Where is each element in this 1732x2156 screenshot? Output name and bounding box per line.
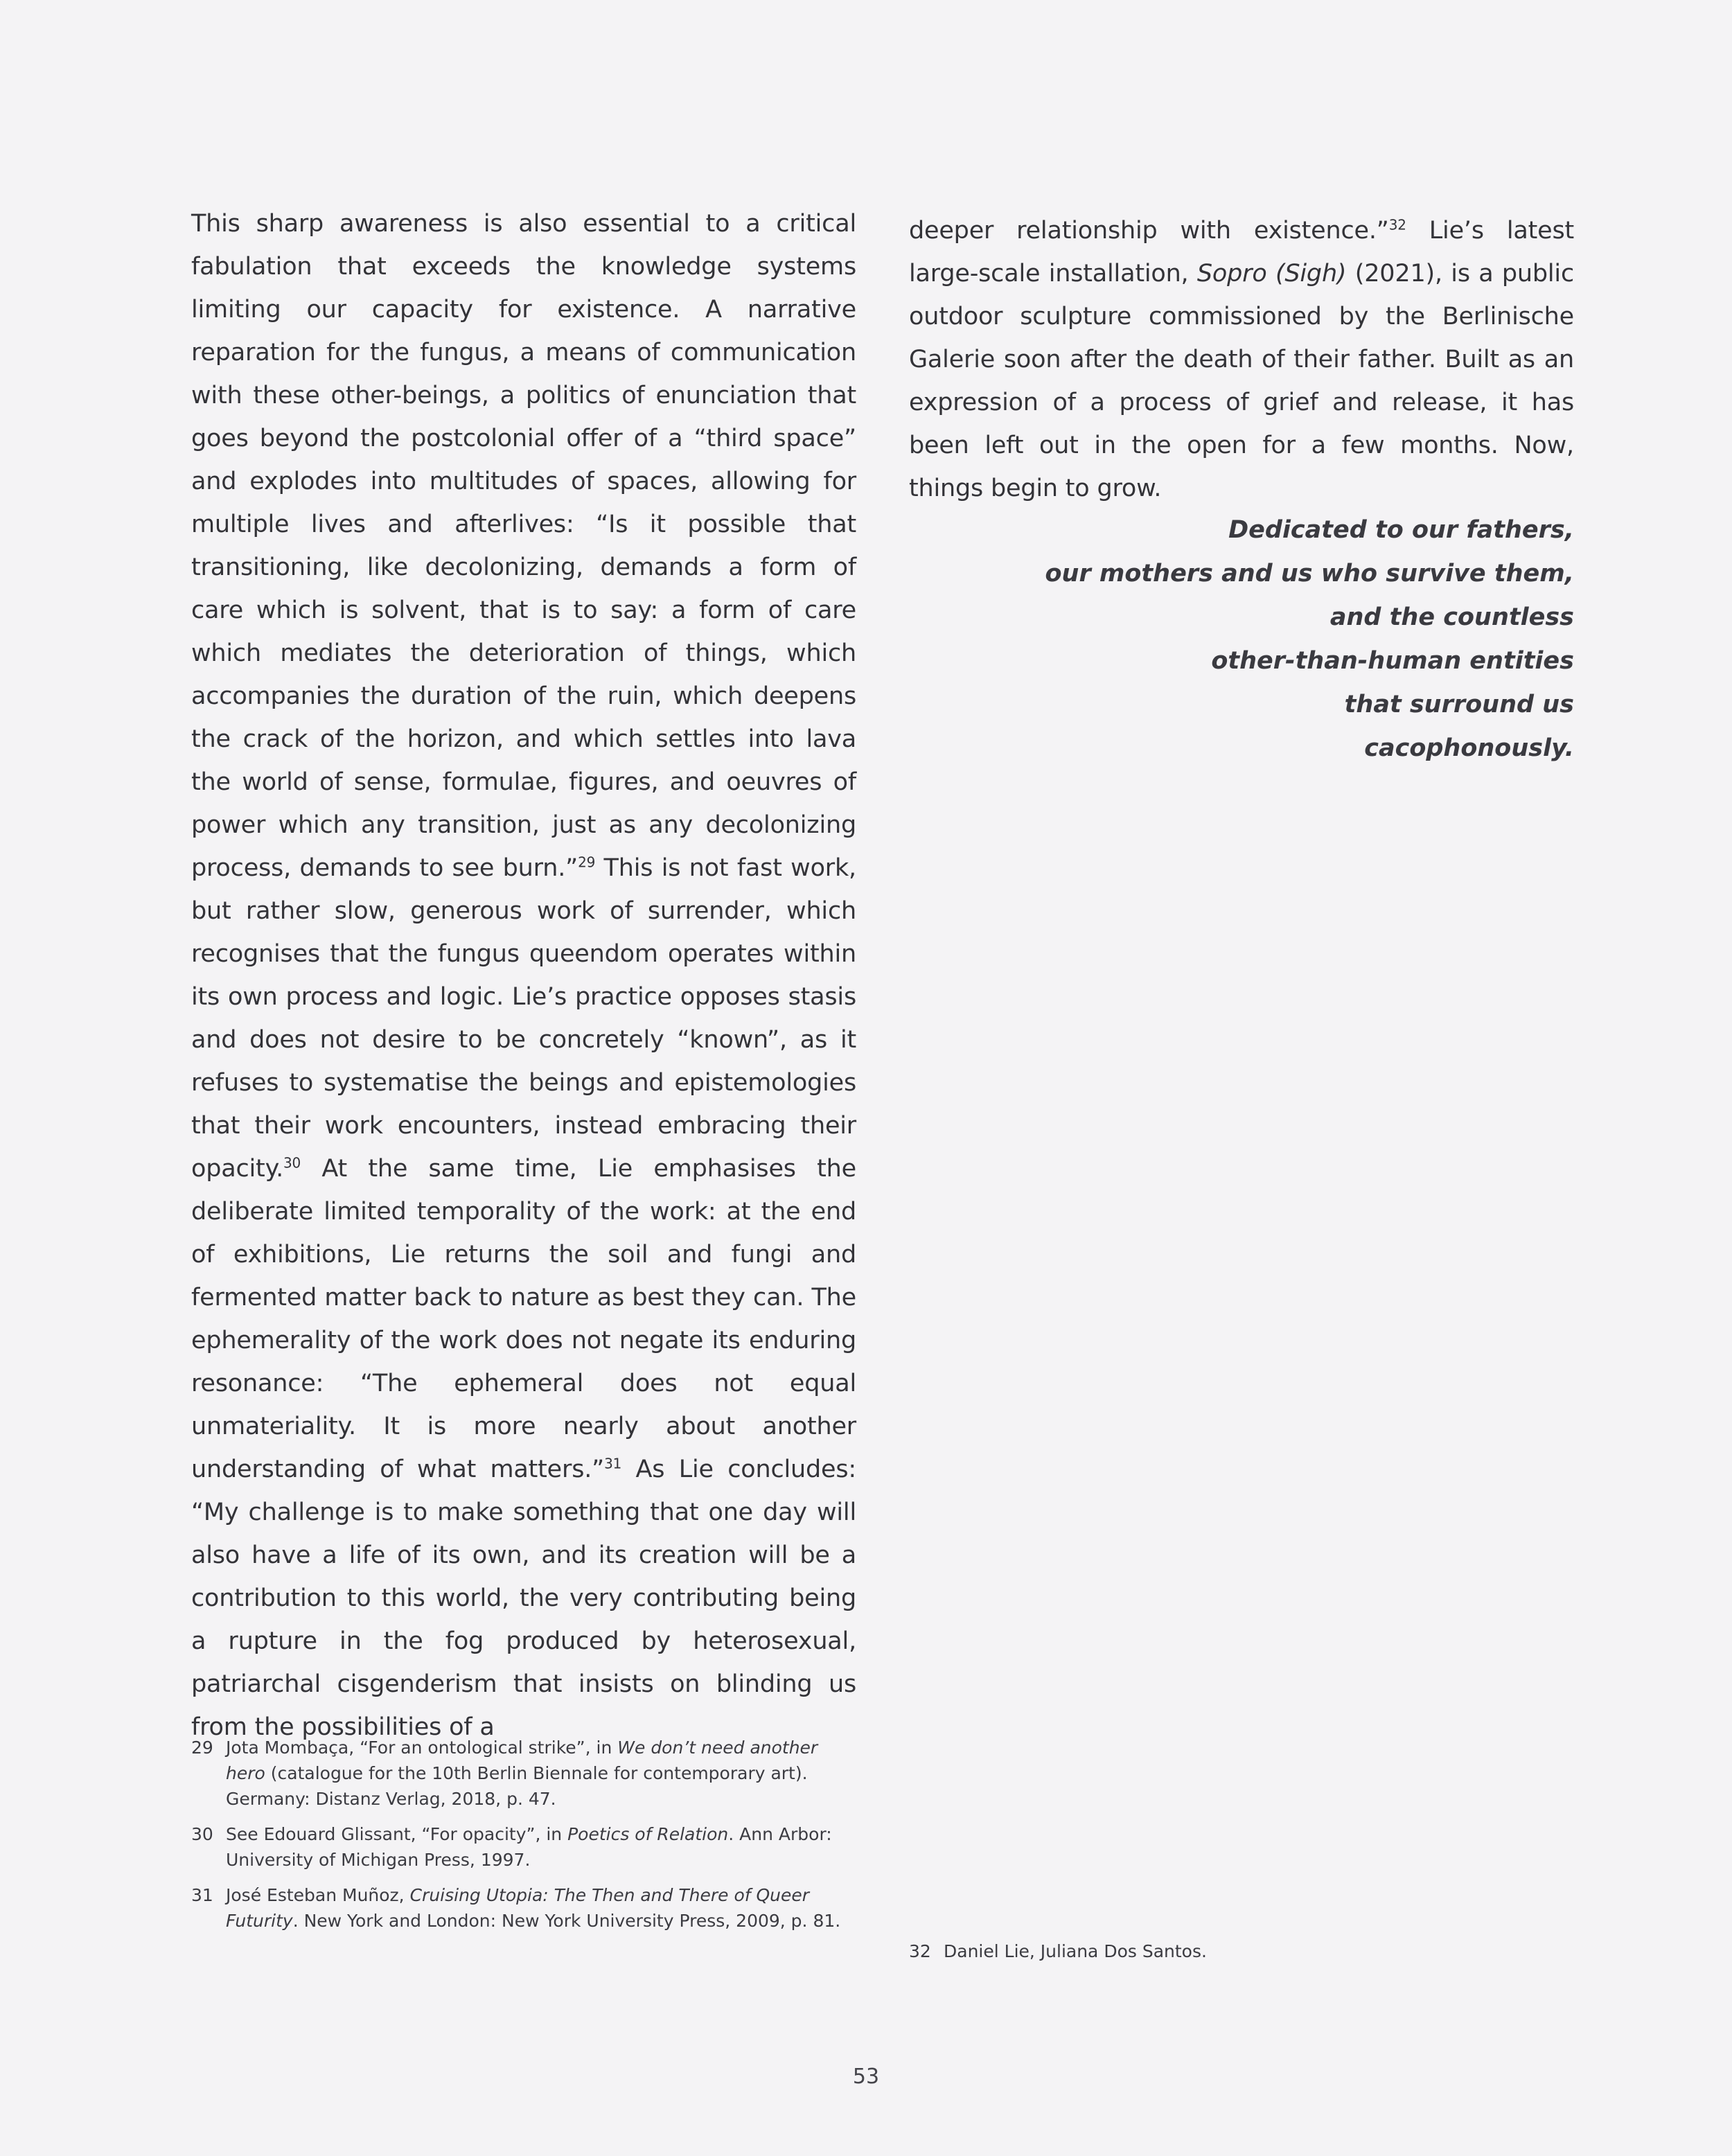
body-text: At the same time, Lie emphasises the deliberate limited temporality of the work: at the end of exhibitions, Lie returns the soil and fungi and fermented matter back to nature as best they can. The ephemerality of the work does not negate its enduring resonance: “The ephemeral does not equal unmateriality. It is more nearly about another understanding of what matters.” <box>191 1155 856 1483</box>
dedication-line: cacophonously. <box>1364 734 1574 762</box>
footnote-text: (catalogue for the 10th Berlin Biennale for contemporary art). Germany: Distanz Verlag, 2018, p. 47. <box>226 1763 808 1809</box>
body-text: This sharp awareness is also essential to a critical fabulation that exceeds the knowledge systems limiting our capacity for existence. A narrative reparation for the fungus, a means of communication with these other-beings, a politics of enunciation that goes beyond the postcolonial offer of a “third space” and explodes into multitudes of spaces, allowing for multiple lives and afterlives: “Is it possible that transitioning, like decolonizing, demands a form of care which is solvent, that is to say: a form of care which mediates the deterioration of things, which accompanies the duration of the ruin, which deepens the crack of the horizon, and which settles into lava the world of sense, formulae, figures, and oeuvres of power which any transition, just as any decolonizing process, demands to see burn.” <box>191 210 856 882</box>
body-text: As Lie concludes: “My challenge is to make something that one day will also have a life of its own, and its creation will be a contribution to this world, the very contributing being a rupture in the fog produced by heterosexual, patriarchal cisgenderism that insists on blinding us from the possibilities of a <box>191 1456 856 1741</box>
dedication-line: Dedicated to our fathers, <box>1228 516 1574 544</box>
footnote-text: Jota Mombaça, “For an ontological strike”, in <box>226 1738 618 1758</box>
dedication <box>951 509 1574 770</box>
page-number: 53 <box>852 2065 880 2089</box>
artwork-title: Sopro (Sigh) <box>1196 260 1347 288</box>
footnote-text: Daniel Lie, Juliana Dos Santos. <box>944 1941 1207 1961</box>
footnote-31 <box>191 1882 856 1934</box>
footnote-ref-31[interactable]: 31 <box>604 1455 622 1472</box>
body-paragraph <box>909 209 1574 510</box>
footnote-32 <box>909 1938 1532 1964</box>
body-text: (2021), is a public outdoor sculpture commissioned by the Berlinische Galerie soon after the death of their father. Built as an expression of a process of grief and release, it has been left out in the open for a few months. Now, things begin to grow. <box>909 260 1574 502</box>
footnote-number: 32 <box>909 1941 931 1961</box>
footnote-text: José Esteban Muñoz, <box>226 1885 410 1905</box>
body-text: Lie’s latest large-scale installation, <box>909 217 1575 288</box>
footnote-ref-32[interactable]: 32 <box>1388 216 1406 233</box>
body-paragraph <box>191 202 856 1749</box>
footnote-ref-30[interactable]: 30 <box>283 1154 301 1172</box>
footnote-29 <box>191 1735 856 1812</box>
footnotes-left <box>191 1735 856 1943</box>
footnote-number: 30 <box>191 1824 213 1844</box>
footnote-italic: We don’t need another hero <box>226 1738 818 1783</box>
dedication-line: and the countless <box>1329 603 1574 631</box>
footnote-italic: Poetics of Relation <box>567 1824 729 1844</box>
footnote-text: . New York and London: New York University Press, 2009, p. 81. <box>292 1911 841 1931</box>
footnote-30 <box>191 1821 856 1873</box>
footnote-ref-29[interactable]: 29 <box>578 854 596 871</box>
footnote-number: 31 <box>191 1885 213 1905</box>
body-text: deeper relationship with existence.” <box>909 217 1389 245</box>
footnote-text: See Edouard Glissant, “For opacity”, in <box>226 1824 568 1844</box>
right-text-column <box>909 209 1574 510</box>
dedication-line: other-than-human entities <box>1211 647 1574 675</box>
dedication-line: that surround us <box>1344 691 1574 718</box>
dedication-line: our mothers and us who survive them, <box>1045 560 1574 587</box>
footnote-text: . Ann Arbor: University of Michigan Press, 1997. <box>226 1824 832 1870</box>
footnote-number: 29 <box>191 1738 213 1758</box>
left-text-column <box>191 202 856 1749</box>
footnote-italic: Cruising Utopia: The Then and There of Queer Futurity <box>226 1885 810 1931</box>
body-text: This is not fast work, but rather slow, generous work of surrender, which recognises that the fungus queendom operates within its own process and logic. Lie’s practice opposes stasis and does not desire to be concretely “known”, as it refuses to systematise the beings and epistemologies that their work encounters, instead embracing their opacity. <box>191 854 856 1183</box>
